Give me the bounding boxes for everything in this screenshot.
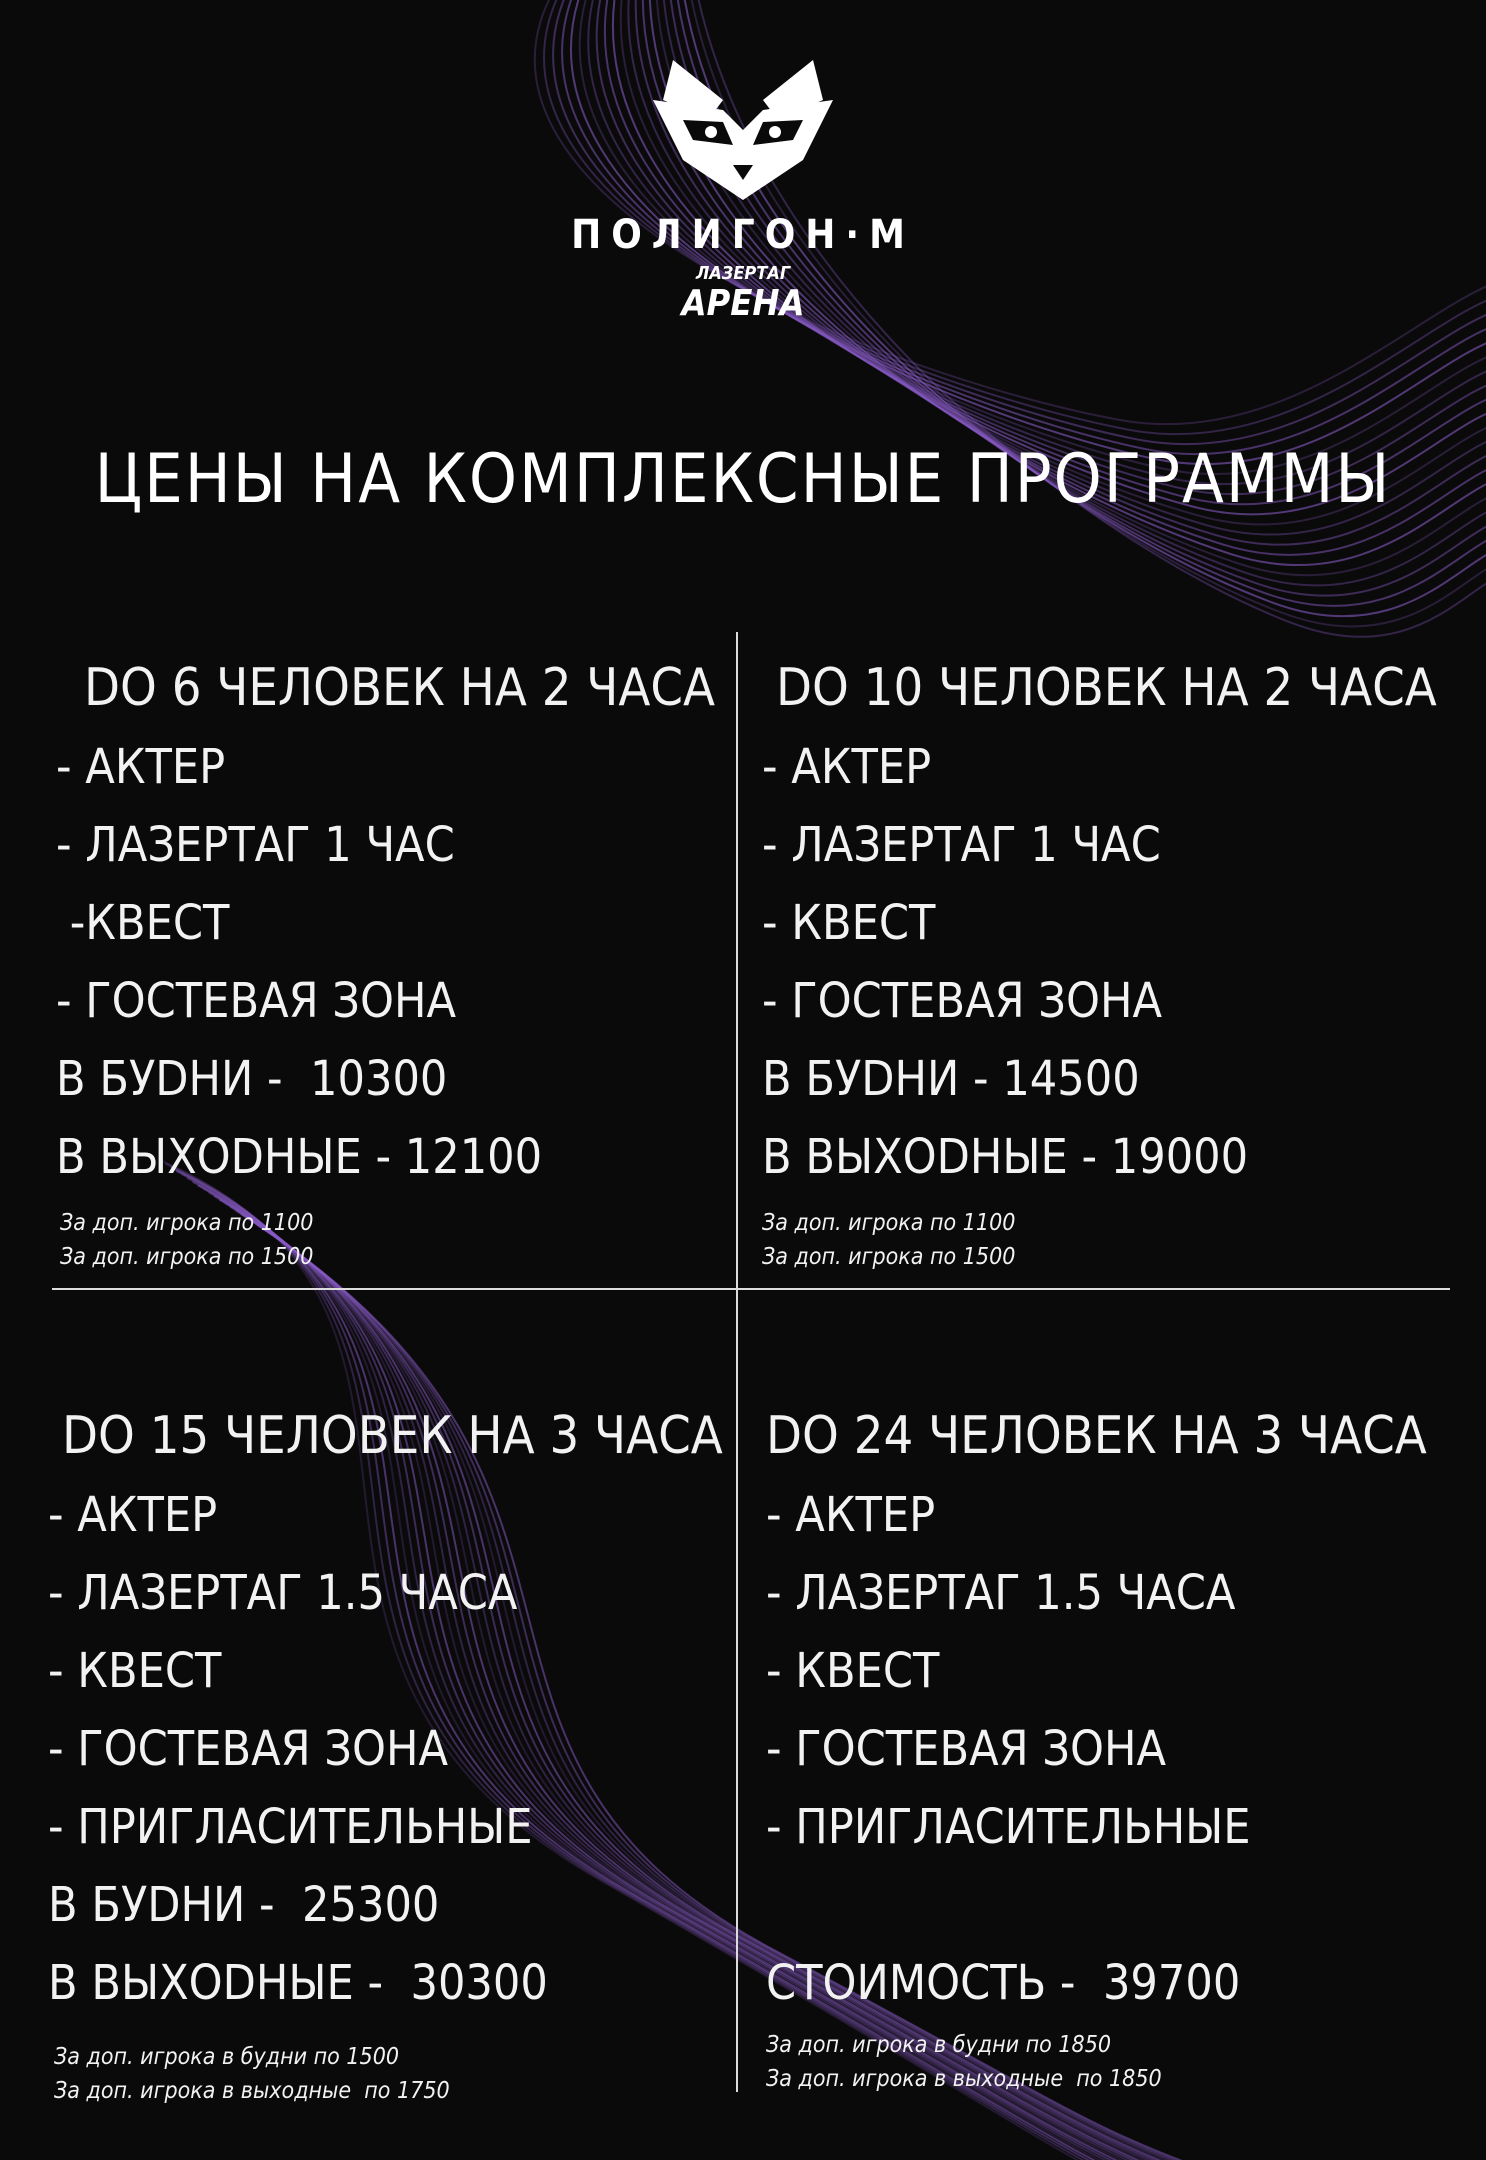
- price-weekday: В БУDНИ - 10300: [56, 1051, 448, 1107]
- package-card-15: [48, 1396, 723, 2108]
- raccoon-icon: [653, 60, 833, 200]
- vertical-divider: [736, 632, 738, 2092]
- price-weekend: В ВЫХОDНЫЕ - 30300: [48, 1955, 548, 2011]
- extra-player-note: За доп. игрока по 1100: [60, 1210, 314, 1236]
- price-weekday: В БУDНИ - 14500: [762, 1051, 1140, 1107]
- package-heading: DO 24 ЧЕЛОВЕК НА 3 ЧАСА: [766, 1406, 1427, 1466]
- price-weekend: В ВЫХОDНЫЕ - 19000: [762, 1129, 1249, 1185]
- package-item: - КВЕСТ: [766, 1643, 940, 1699]
- brand-arena: АРЕНА: [681, 283, 805, 324]
- package-heading: DO 15 ЧЕЛОВЕК НА 3 ЧАСА: [62, 1406, 723, 1466]
- package-item: - КВЕСТ: [48, 1643, 222, 1699]
- price-total: СТОИМОСТЬ - 39700: [766, 1955, 1241, 2011]
- package-card-10: [762, 648, 1437, 1274]
- page-title: ЦЕНЫ НА КОМПЛЕКСНЫЕ ПРОГРАММЫ: [94, 440, 1392, 519]
- extra-player-note: За доп. игрока в выходные по 1750: [54, 2078, 450, 2104]
- package-card-24: [766, 1396, 1427, 2096]
- extra-player-note: За доп. игрока в будни по 1850: [766, 2032, 1112, 2058]
- price-weekday: В БУDНИ - 25300: [48, 1877, 440, 1933]
- package-item: - ГОСТЕВАЯ ЗОНА: [48, 1721, 448, 1777]
- package-card-6: [56, 648, 715, 1274]
- spacer: [766, 1866, 1427, 1944]
- package-item: - ГОСТЕВАЯ ЗОНА: [762, 973, 1162, 1029]
- extra-player-note: За доп. игрока в будни по 1500: [54, 2044, 400, 2070]
- package-item: - ЛАЗЕРТАГ 1 ЧАС: [762, 817, 1161, 873]
- package-item: - АКТЕР: [762, 739, 932, 795]
- package-item: - АКТЕР: [766, 1487, 936, 1543]
- horizontal-divider: [52, 1288, 1450, 1290]
- package-item: - ГОСТЕВАЯ ЗОНА: [766, 1721, 1166, 1777]
- package-item: - ЛАЗЕРТАГ 1 ЧАС: [56, 817, 455, 873]
- package-item: - ГОСТЕВАЯ ЗОНА: [56, 973, 456, 1029]
- package-item: - АКТЕР: [48, 1487, 218, 1543]
- extra-player-note: За доп. игрока по 1500: [762, 1244, 1016, 1270]
- package-heading: DO 10 ЧЕЛОВЕК НА 2 ЧАСА: [776, 658, 1437, 718]
- brand-name: ПОЛИГОН·М: [571, 212, 915, 258]
- package-item: - ЛАЗЕРТАГ 1.5 ЧАСА: [766, 1565, 1236, 1621]
- logo: [0, 60, 1486, 204]
- extra-player-note: За доп. игрока по 1500: [60, 1244, 314, 1270]
- package-item: - КВЕСТ: [762, 895, 936, 951]
- extra-player-note: За доп. игрока по 1100: [762, 1210, 1016, 1236]
- package-item: - ПРИГЛАСИТЕЛЬНЫЕ: [766, 1799, 1251, 1855]
- package-item: - ПРИГЛАСИТЕЛЬНЫЕ: [48, 1799, 533, 1855]
- price-weekend: В ВЫХОDНЫЕ - 12100: [56, 1129, 543, 1185]
- package-item: - ЛАЗЕРТАГ 1.5 ЧАСА: [48, 1565, 518, 1621]
- package-item: -КВЕСТ: [56, 895, 230, 951]
- extra-player-note: За доп. игрока в выходные по 1850: [766, 2066, 1162, 2092]
- brand-subtitle: ЛАЗЕРТАГ: [695, 263, 791, 284]
- package-item: - АКТЕР: [56, 739, 226, 795]
- package-heading: DO 6 ЧЕЛОВЕК НА 2 ЧАСА: [84, 658, 716, 718]
